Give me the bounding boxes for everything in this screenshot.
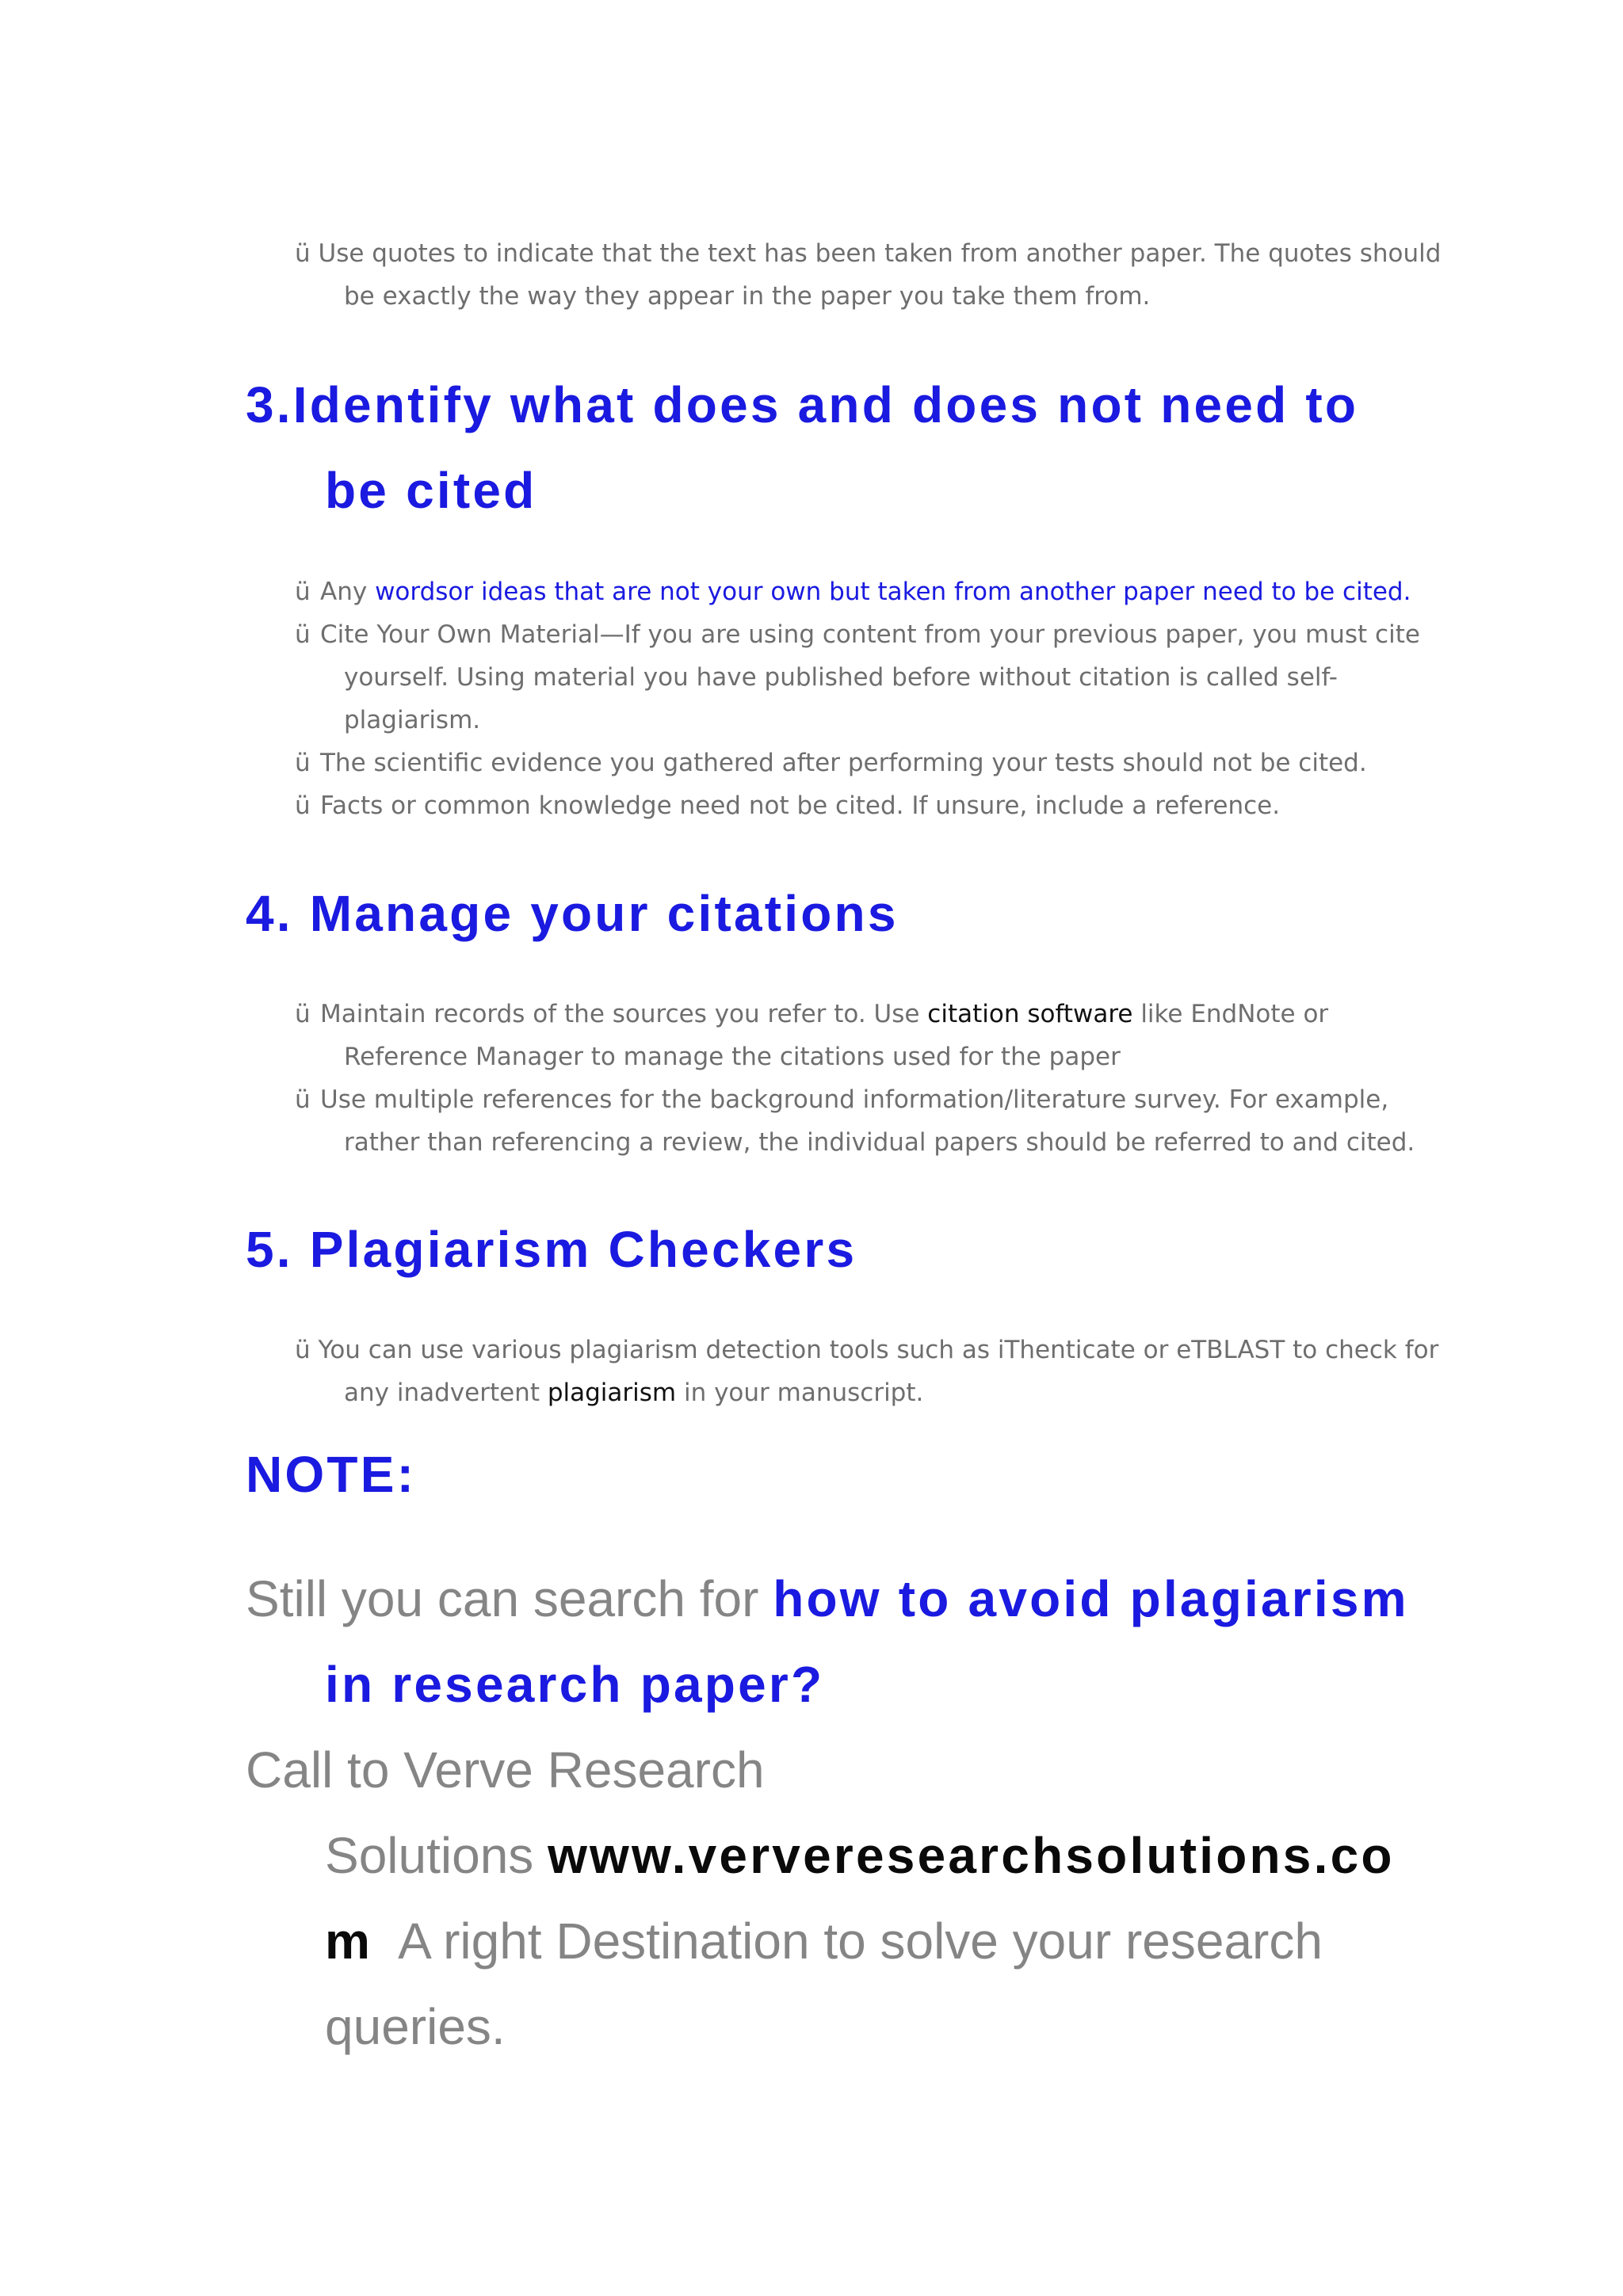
check-bullet-icon: ü: [295, 239, 311, 268]
check-bullet-icon: ü: [295, 1000, 311, 1028]
section-5-heading: 5. Plagiarism Checkers: [246, 1221, 857, 1278]
section-3-heading: [246, 362, 1358, 533]
check-bullet-icon: ü: [295, 578, 311, 606]
list-item-continuation: yourself. Using material you have published before without citation is called self-: [344, 663, 1338, 692]
quotes-bullet: [295, 232, 1442, 318]
section-3-heading-line-2: be cited: [325, 462, 537, 519]
citation-software-link[interactable]: citation software: [927, 1000, 1133, 1028]
check-bullet-icon: ü: [295, 749, 311, 777]
quotes-line-1: Use quotes to indicate that the text has been taken from another paper. The quotes should: [318, 239, 1442, 268]
list-item-continuation: Reference Manager to manage the citations used for the paper: [344, 1043, 1121, 1071]
quotes-line-2: be exactly the way they appear in the paper you take them from.: [344, 282, 1151, 311]
section-3-bullets: [295, 570, 1420, 827]
list-item: ü You can use various plagiarism detection tools such as iThenticate or eTBLAST to check for: [295, 1336, 1439, 1364]
list-item-continuation: rather than referencing a review, the individual papers should be referred to and cited.: [344, 1128, 1415, 1157]
search-phrase-highlight-cont: in research paper?: [325, 1656, 825, 1713]
list-item: ü Any wordsor ideas that are not your own but taken from another paper need to be cited.: [295, 570, 1388, 613]
list-item-continuation: any inadvertent plagiarism in your manuscript.: [344, 1379, 924, 1407]
list-item: ü The scientific evidence you gathered after performing your tests should not be cited.: [295, 742, 1388, 784]
section-3-heading-line-1: 3.Identify what does and does not need to: [246, 376, 1359, 433]
list-item-continuation: plagiarism.: [344, 706, 481, 734]
call-to-action: Call to Verve Research: [246, 1741, 765, 1798]
check-bullet-icon: ü: [295, 620, 311, 649]
section-4-bullets: [295, 993, 1415, 1164]
list-item: ü Maintain records of the sources you refer to. Use citation software like EndNote or: [295, 993, 1388, 1035]
website-link[interactable]: www.ververesearchsolutions.co: [548, 1827, 1395, 1884]
list-item: ü Facts or common knowledge need not be cited. If unsure, include a reference.: [295, 784, 1388, 827]
note-heading: NOTE:: [246, 1446, 417, 1503]
section-4-heading: 4. Manage your citations: [246, 885, 899, 942]
cited-words-link[interactable]: wordsor ideas that are not your own but taken from another paper need to be cited.: [375, 578, 1411, 606]
check-bullet-icon: ü: [295, 1085, 311, 1114]
check-bullet-icon: ü: [295, 791, 311, 820]
closing-last-line: queries.: [325, 1998, 506, 2055]
website-link-cont[interactable]: m: [325, 1913, 373, 1970]
list-item: ü Cite Your Own Material—If you are using content from your previous paper, you must cite: [295, 613, 1388, 656]
closing-paragraph: Still you can search for how to avoid plagiarism in research paper? Call to Verve Research Solutions www.ververesearchsolutions.co m A right Destination to solve your research queries.: [246, 1556, 1409, 2069]
list-item: ü Use multiple references for the background information/literature survey. For example,: [295, 1078, 1388, 1121]
section-5-bullets: [295, 1329, 1439, 1414]
plagiarism-link[interactable]: plagiarism: [547, 1379, 677, 1407]
check-bullet-icon: ü: [295, 1336, 311, 1364]
search-phrase-highlight: how to avoid plagiarism: [773, 1570, 1409, 1627]
